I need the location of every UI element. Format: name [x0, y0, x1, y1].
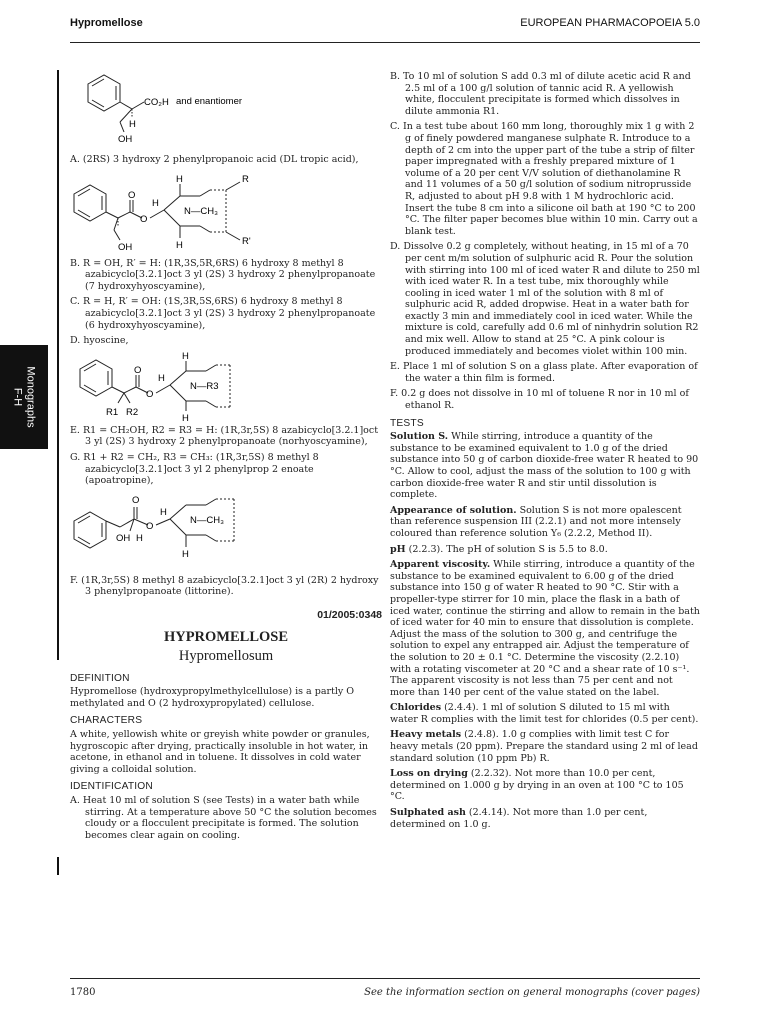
test-heavy-metals: Heavy metals (2.4.8). 1.0 g complies with limit test C for heavy metals (20 ppm). Prepare the standard using 2 ml of lead standard solution (10 ppm Pb) R. [390, 729, 698, 764]
test-viscosity: Apparent viscosity. While stirring, introduce a quantity of the substance to be examined equivalent to 6.00 g of the dried substance into 150 g of water R heated to 90 °C. Stir with a propeller-type stirrer for 10 min, place the flask in a bath of iced water, continue the stirring and allow to remain in the bath of iced water for 40 min to ensure that dissolution is complete. Adjust the mass of the solution to 300 g, and centrifuge the solution to expel any entrapped air. Adjust the temperature of the solution to 20 ± 0.1 °C. Determine the viscosity (2.2.10) with a rotating viscometer at 20 °C and a shear rate of 10 s⁻¹. The apparent viscosity is not less than 75 per cent and not more than 140 per cent of the value stated on the label. [390, 559, 700, 698]
characters-text: A white, yellowish white or greyish white powder or granules, hygroscopic after drying, practically insoluble in hot water, in acetone, in ethanol and in toluene. It dissolves in cold water giving a colloidal solution. [70, 729, 370, 775]
identification-f: F. 0.2 g does not dissolve in 10 ml of toluene R nor in 10 ml of ethanol R. [390, 388, 689, 412]
impurity-a: A. (2RS) 3 hydroxy 2 phenylpropanoic acid (DL tropic acid), [70, 154, 359, 165]
right-column [390, 71, 700, 834]
svg-text:R2: R2 [126, 406, 139, 418]
structure-hydroxyhyoscyamine [70, 170, 300, 258]
svg-text:and enantiomer: and enantiomer [176, 96, 243, 107]
running-header [70, 17, 700, 37]
impurity-f: F. (1R,3r,5S) 8 methyl 8 azabicyclo[3.2.1]oct 3 yl (2R) 2 hydroxy 3 phenylpropanoate (littorine). [70, 574, 379, 598]
svg-text:N—CH₃: N—CH₃ [184, 205, 218, 217]
impurity-e: E. R1 = CH₂OH, R2 = R3 = H: (1R,3r,5S) 8 azabicyclo[3.2.1]oct 3 yl (2S) 3 hydroxy 2 phenylpropanoate (norhyoscyamine), [70, 424, 379, 448]
impurity-d: D. hyoscine, [70, 335, 129, 347]
svg-text:H: H [176, 239, 183, 251]
svg-text:O: O [128, 189, 136, 201]
change-bar-2 [57, 857, 59, 875]
header-publication: EUROPEAN PHARMACOPOEIA 5.0 [520, 17, 700, 29]
svg-text:CO₂H: CO₂H [144, 97, 169, 108]
svg-text:H: H [182, 548, 189, 560]
test-chlorides: Chlorides (2.4.4). 1 ml of solution S diluted to 15 ml with water R complies with the limit test for chlorides (0.5 per cent). [390, 702, 699, 725]
footer-rule [70, 978, 700, 979]
svg-text:OH: OH [116, 532, 131, 544]
identification-c: C. In a test tube about 160 mm long, thoroughly mix 1 g with 2 g of finely powdered manganese sulphate R. Introduce to a depth of 2 cm into the upper part of the tube a strip of filter paper impregnated with a freshly prepared mixture of 1 volume of a 20 per cent V/V solution of diethanolamine R and 11 volumes of a 50 g/l solution of sodium nitroprusside R, adjusted to about pH 9.8 with 1 M hydrochloric acid. Insert the tube 8 cm into a silicone oil bath at 190 °C to 200 °C. The filter paper becomes blue within 10 min. Carry out a blank test. [390, 121, 698, 237]
identification-b: B. To 10 ml of solution S add 0.3 ml of dilute acetic acid R and 2.5 ml of a 100 g/l solution of tannic acid R. A yellowish white, flocculent precipitate is formed which dissolves in dilute ammonia R1. [390, 71, 691, 117]
identification-d: D. Dissolve 0.2 g completely, without heating, in 15 ml of a 70 per cent m/m solution of sulphuric acid R. Pour the solution with stirring into 100 ml of iced water R and dilute to 250 ml with iced water R. In a test tube, mix thoroughly while cooling in iced water 1 ml of the solution with 8 ml of sulphuric acid R, added dropwise. Heat in a water bath for exactly 3 min and immediately cool in iced water. While the mixture is cold, carefully add 0.6 ml of ninhydrin solution R2 and mix well. Allow to stand at 25 °C. A pink colour is produced immediately and becomes violet within 100 min. [390, 241, 700, 357]
svg-text:O: O [134, 364, 142, 376]
monograph-code: 01/2005:0348 [317, 608, 382, 621]
impurity-b: B. R = OH, R′ = H: (1R,3S,5R,6RS) 6 hydroxy 8 methyl 8 azabicyclo[3.2.1]oct 3 yl (2S) 3 hydroxy 2 phenylpropanoate (7 hydroxyhyoscyamine), [70, 257, 376, 292]
test-ph: pH (2.2.3). The pH of solution S is 5.5 to 8.0. [390, 543, 608, 555]
svg-text:R': R' [242, 235, 251, 247]
tests-heading: TESTS [390, 417, 424, 429]
test-appearance: Appearance of solution. Solution S is not more opalescent than reference suspension III (2.2.1) and not more intensely coloured than reference solution Y₆ (2.2.2, Method II). [390, 504, 682, 539]
change-bar [57, 70, 59, 660]
svg-text:O: O [140, 213, 148, 225]
structure-norhyoscyamine [70, 351, 300, 425]
svg-text:H: H [176, 173, 183, 185]
impurity-g: G. R1 + R2 = CH₂, R3 = CH₃: (1R,3r,5S) 8 methyl 8 azabicyclo[3.2.1]oct 3 yl 2 phenylprop 2 enoate (apoatropine), [70, 451, 319, 487]
svg-text:O: O [146, 520, 154, 532]
footer [70, 987, 700, 998]
test-sulphated-ash: Sulphated ash (2.4.14). Not more than 1.0 per cent, determined on 1.0 g. [390, 807, 648, 830]
identification-heading: IDENTIFICATION [70, 781, 153, 793]
svg-text:H: H [152, 197, 159, 209]
svg-text:H: H [182, 412, 189, 424]
structure-littorine [70, 491, 300, 575]
svg-text:R: R [242, 173, 249, 185]
latin-name: Hypromellosum [178, 648, 274, 665]
svg-text:O: O [132, 494, 140, 506]
left-column [70, 70, 382, 845]
svg-text:H: H [129, 119, 136, 130]
svg-text:H: H [182, 350, 189, 362]
test-solution-s: Solution S. While stirring, introduce a quantity of the substance to be examined equivalent to 1.0 g of the dried substance into 50 g of carbon dioxide-free water R heated to 90 °C. Allow to cool, adjust the mass of the solution to 100 g with carbon dioxide-free water R and stir until dissolution is complete. [390, 431, 699, 501]
svg-text:O: O [146, 388, 154, 400]
svg-text:R1: R1 [106, 406, 119, 418]
definition-heading: DEFINITION [70, 672, 130, 684]
test-loss-on-drying: Loss on drying (2.2.32). Not more than 10.0 per cent, determined on 1.000 g by drying in an oven at 100 °C to 105 °C. [390, 768, 684, 803]
characters-heading: CHARACTERS [70, 715, 143, 727]
structure-tropic-acid [70, 70, 300, 154]
identification-e: E. Place 1 ml of solution S on a glass plate. After evaporation of the water a thin film is formed. [390, 361, 698, 384]
definition-text: Hypromellose (hydroxypropylmethylcellulose) is a partly O methylated and O (2 hydroxypropylated) cellulose. [70, 686, 355, 709]
svg-text:N—R3: N—R3 [190, 380, 219, 392]
svg-text:H: H [160, 506, 167, 518]
monograph-title: HYPROMELLOSE [163, 628, 289, 645]
impurity-c: C. R = H, R′ = OH: (1S,3R,5S,6RS) 6 hydroxy 8 methyl 8 azabicyclo[3.2.1]oct 3 yl (2S) 3 hydroxy 2 phenylpropanoate (6 hydroxyhyoscyamine), [70, 296, 376, 331]
page-number: 1780 [70, 987, 96, 998]
svg-text:H: H [136, 532, 143, 544]
section-tab: Monographs F-H [0, 345, 48, 449]
svg-text:OH: OH [118, 241, 133, 253]
identification-a: A. Heat 10 ml of solution S (see Tests) in a water bath while stirring. At a temperature above 50 °C the solution becomes cloudy or a flocculent precipitate is formed. The solution becomes clear again on cooling. [70, 795, 377, 841]
header-title: Hypromellose [70, 17, 143, 29]
svg-text:OH: OH [118, 134, 133, 145]
footer-note: See the information section on general monographs (cover pages) [364, 987, 700, 998]
svg-text:N—CH₃: N—CH₃ [190, 514, 224, 526]
header-rule [70, 42, 700, 43]
svg-text:H: H [158, 372, 165, 384]
